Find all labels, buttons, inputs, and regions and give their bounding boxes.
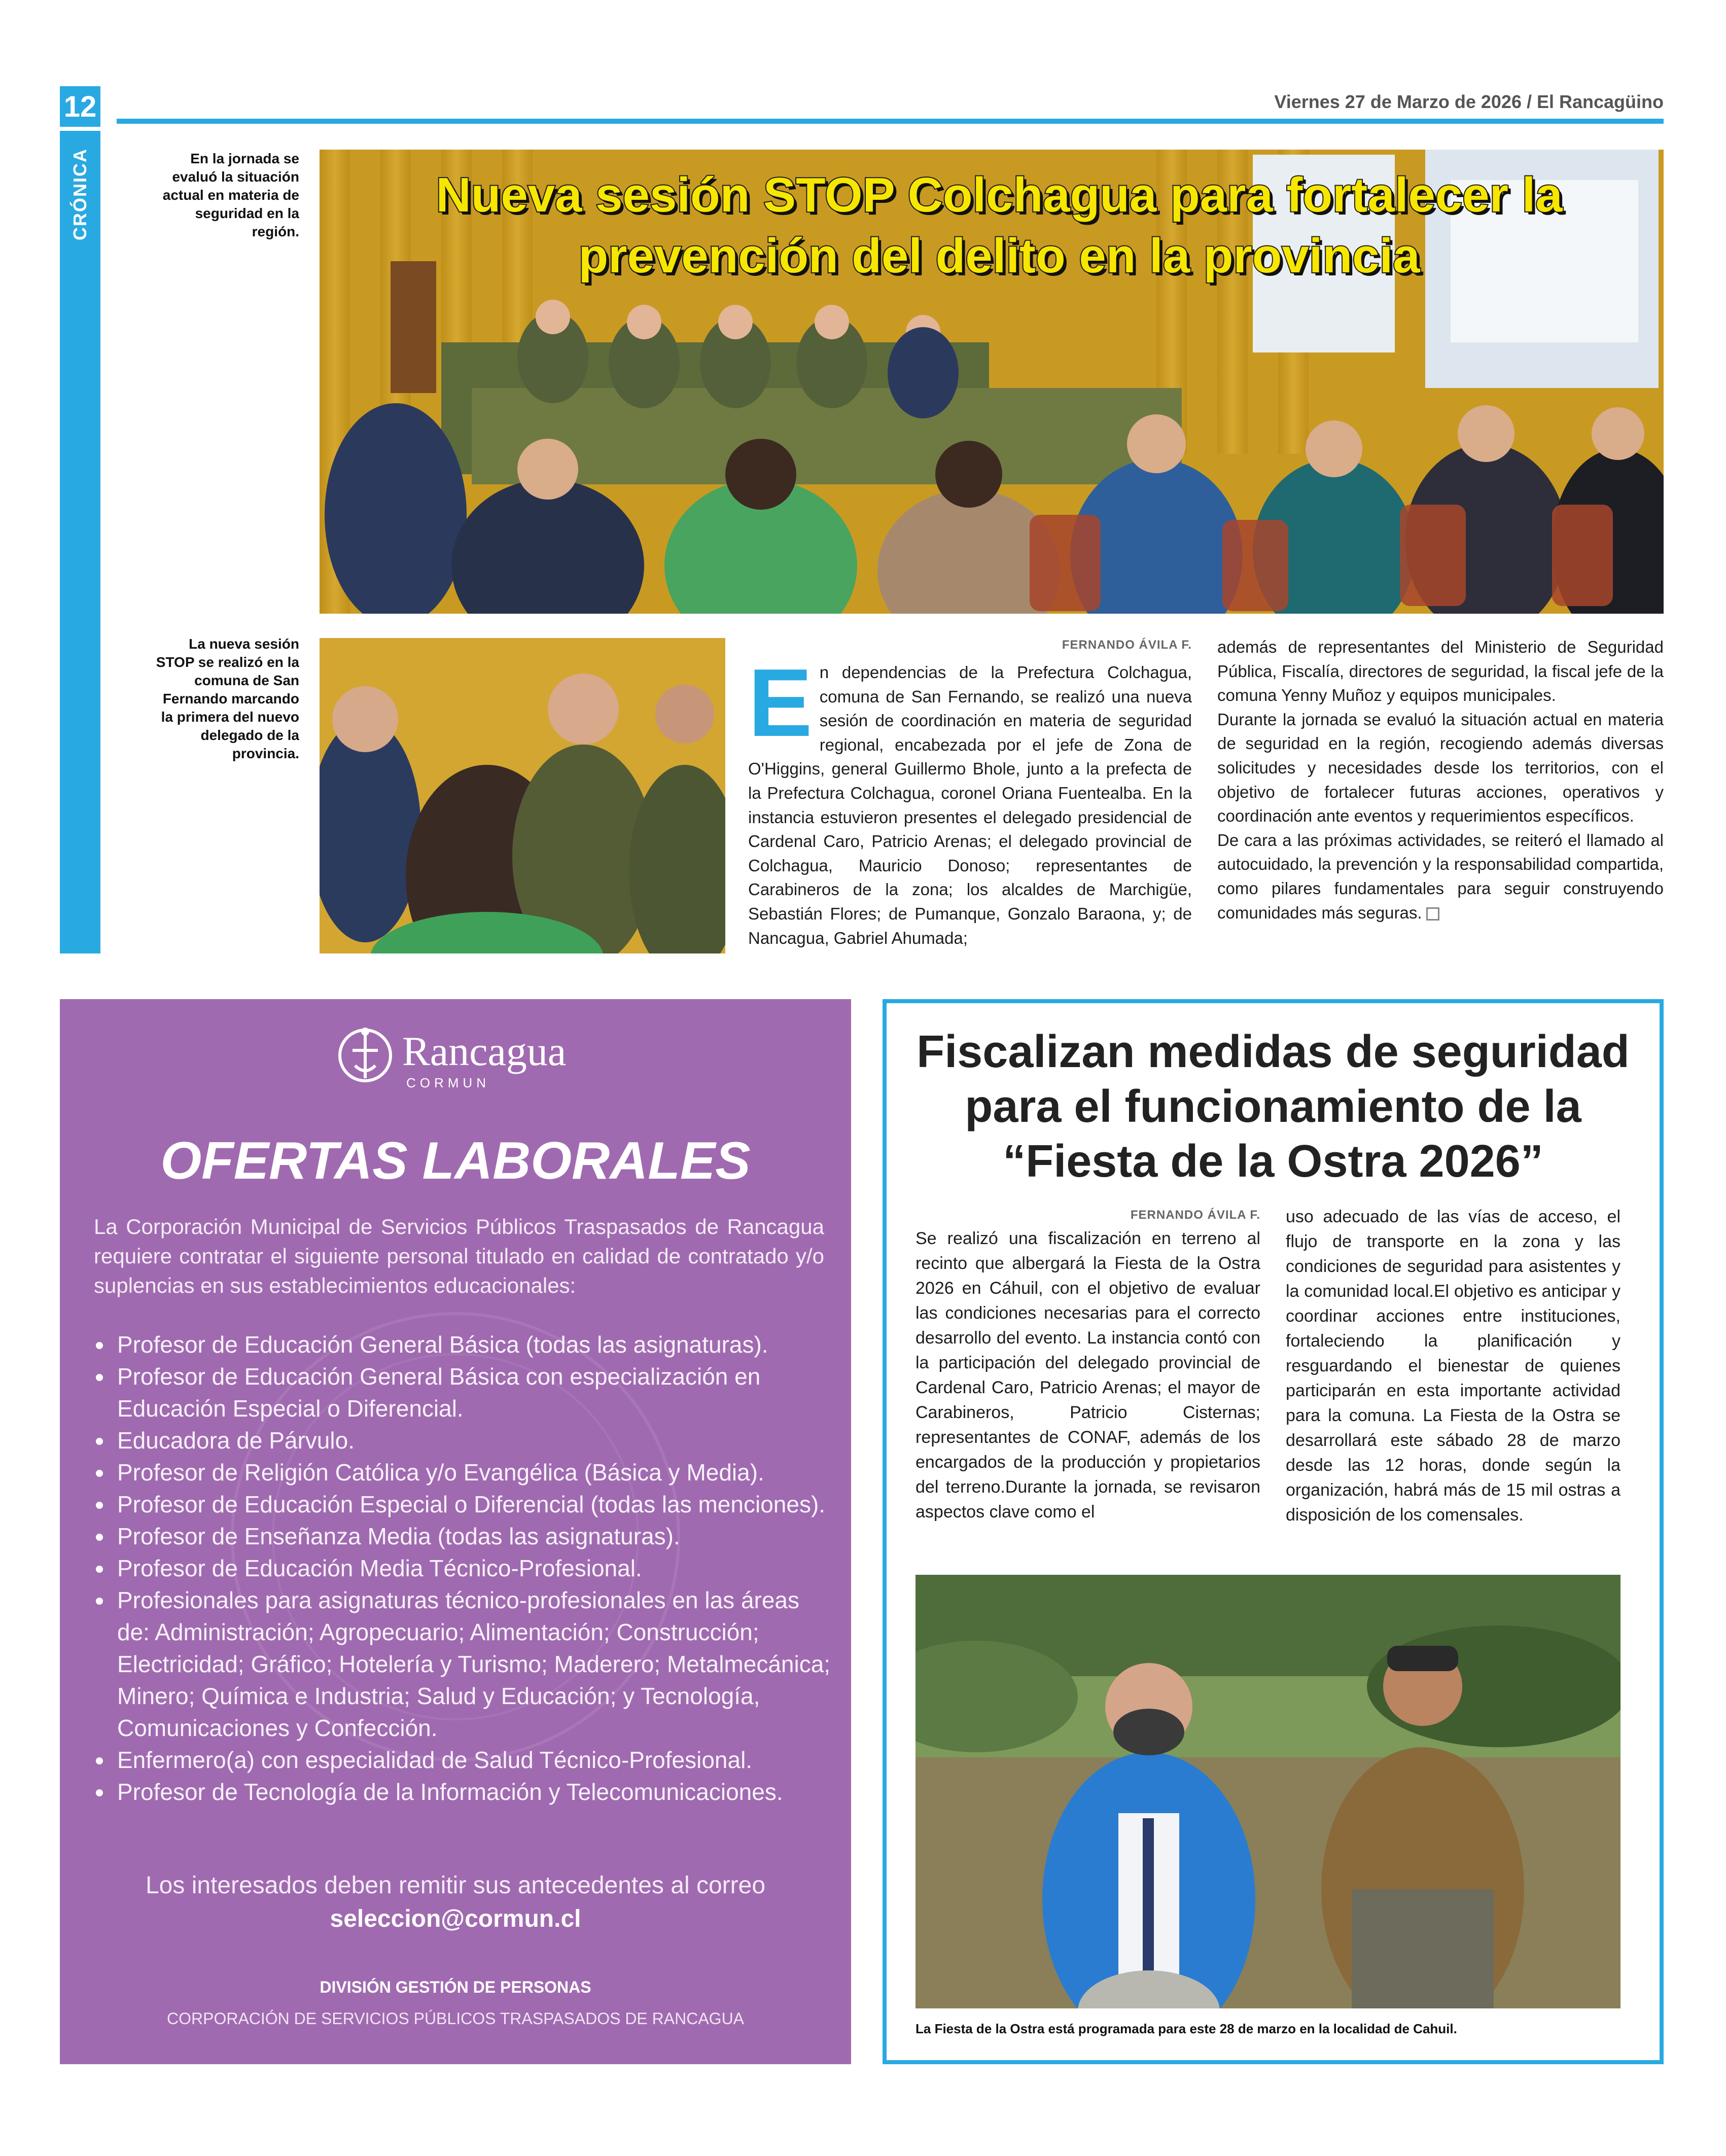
ad-corporation: CORPORACIÓN DE SERVICIOS PÚBLICOS TRASPASADOS DE RANCAGUA	[166, 2009, 745, 2028]
article-column-1	[748, 649, 1192, 950]
list-item: Profesor de Enseñanza Media (todas las asignaturas).	[94, 1521, 834, 1552]
list-item: Profesor de Educación General Básica (todas las asignaturas).	[94, 1329, 834, 1361]
section-label: CRÓNICA	[69, 148, 90, 240]
cormun-logo-name: Rancagua	[402, 1028, 567, 1074]
article-2-column-1: Se realizó una fiscalización en terreno al recinto que albergará la Fiesta de la Ostra 2026 en Cáhuil, con el objetivo de evaluar las condiciones necesarias para el correcto desarrollo del evento. La instancia contó con la participación del delegado provincial de Cardenal Caro, Patricio Arenas; el mayor de Carabineros, Patricio Cisternas; representantes de CONAF, además de los encargados de la producción y propietarios del terreno.Durante la jornada, se revisaron aspectos clave como el	[915, 1229, 1260, 1522]
article-column-1-text: n dependencias de la Prefectura Colchagua, comuna de San Fernando, se realizó una nueva sesión de coordinación en materia de seguridad regional, encabezada por el jefe de Zona de O'Higgins, general Guillermo Bhole, junto a la prefecta de la Prefectura Colchagua, coronel Oriana Fuentealba. En la instancia estuvieron presentes el delegado presidencial de Cardenal Caro, Patricio Arenas; el delegado provincial de Colchagua, Mauricio Donoso; representantes de Carabineros de la zona; los alcaldes de Marchigüe, Sebastián Flores; de Pumanque, Gonzalo Baraona, y; de Nancagua, Gabriel Ahumada;	[748, 663, 1192, 947]
ad-contact	[60, 1869, 851, 1936]
article-2-column-2: uso adecuado de las vías de acceso, el flujo de transporte en la zona y las condiciones de seguridad para asistentes y la comunidad local.El objetivo es anticipar y coordinar acciones entre instituciones, fortaleciendo la planificación y resguardando el bienestar de quienes participarán en esta importante actividad para la comuna. La Fiesta de la Ostra se desarrollará este sábado 28 de marzo desde las 12 horas, donde según la organización, habrá más de 15 mil ostras a disposición de los comensales.	[1286, 1207, 1621, 1525]
end-of-article-icon	[1426, 907, 1439, 921]
article-headline: Nueva sesión STOP Colchagua para fortalecer la prevención del delito en la provincia	[436, 168, 1563, 283]
list-item: Educadora de Párvulo.	[94, 1425, 834, 1457]
list-item: Profesor de Educación Media Técnico-Profesional.	[94, 1552, 834, 1584]
article-byline-2: FERNANDO ÁVILA F.	[1130, 1208, 1260, 1222]
cormun-logo	[337, 1018, 601, 1094]
ad-email-link[interactable]: seleccion@cormun.cl	[330, 1905, 581, 1932]
header-rule	[117, 119, 1664, 124]
list-item: Enfermero(a) con especialidad de Salud Técnico-Profesional.	[94, 1744, 834, 1776]
page-number: 12	[60, 86, 100, 127]
article-column-2	[1217, 635, 1664, 925]
inspection-photo	[915, 1575, 1621, 2008]
cormun-emblem-icon	[337, 1022, 393, 1088]
article-byline: FERNANDO ÁVILA F.	[1062, 638, 1192, 652]
photo-caption-secondary: La nueva sesión STOP se realizó en la comuna de San Fernando marcando la primera del nuevo delegado de la provincia.	[156, 636, 299, 761]
article-headline-2: Fiscalizan medidas de seguridad para el funcionamiento de la “Fiesta de la Ostra 2026”	[917, 1027, 1630, 1187]
officers-photo	[320, 638, 725, 953]
job-list	[94, 1329, 834, 1808]
ad-title: OFERTAS LABORALES	[160, 1132, 751, 1190]
list-item: Profesor de Educación Especial o Diferencial (todas las menciones).	[94, 1489, 834, 1521]
article-paragraph: Durante la jornada se evaluó la situación actual en materia de seguridad en la región, recogiendo además diversas solicitudes y necesidades desde los territorios, con el objetivo de fortalecer futuras acciones, operativos y coordinación ante eventos y requerimientos específicos.	[1217, 710, 1664, 826]
ad-contact-text: Los interesados deben remitir sus antecedentes al correo	[145, 1872, 766, 1899]
header-date-line: Viernes 27 de Marzo de 2026 / El Rancagüino	[1274, 91, 1664, 112]
list-item: Profesor de Educación General Básica con especialización en Educación Especial o Diferencial.	[94, 1361, 834, 1425]
cormun-logo-sub: CORMUN	[406, 1075, 490, 1090]
ad-intro: La Corporación Municipal de Servicios Públicos Traspasados de Rancagua requiere contratar el siguiente personal titulado en calidad de contratado y/o suplencias en sus establecimientos educacionales:	[94, 1215, 824, 1297]
article-paragraph-text: De cara a las próximas actividades, se reiteró el llamado al autocuidado, la prevención y la responsabilidad compartida, como pilares fundamentales para seguir construyendo comunidades más seguras.	[1217, 830, 1664, 922]
ad-division: DIVISIÓN GESTIÓN DE PERSONAS	[320, 1978, 591, 1996]
list-item: Profesor de Tecnología de la Información y Telecomunicaciones.	[94, 1776, 834, 1808]
article-paragraph: además de representantes del Ministerio de Seguridad Pública, Fiscalía, directores de seguridad, la fiscal jefe de la comuna Yenny Muñoz y equipos municipales.	[1217, 638, 1664, 705]
drop-cap: E	[748, 649, 813, 757]
photo-caption-2: La Fiesta de la Ostra está programada para este 28 de marzo en la localidad de Cahuil.	[915, 2021, 1457, 2036]
list-item: Profesor de Religión Católica y/o Evangélica (Básica y Media).	[94, 1457, 834, 1489]
list-item: Profesionales para asignaturas técnico-profesionales en las áreas de: Administración; Agropecuario; Alimentación; Construcción; Electricidad; Gráfico; Hotelería y Turismo; Maderero; Metalmecánica; Minero; Química e Industria; Salud y Educación; y Tecnología, Comunicaciones y Confección.	[94, 1584, 834, 1744]
article-paragraph	[1217, 828, 1664, 925]
photo-caption-main: En la jornada se evaluó la situación actual en materia de seguridad en la región.	[162, 151, 299, 239]
